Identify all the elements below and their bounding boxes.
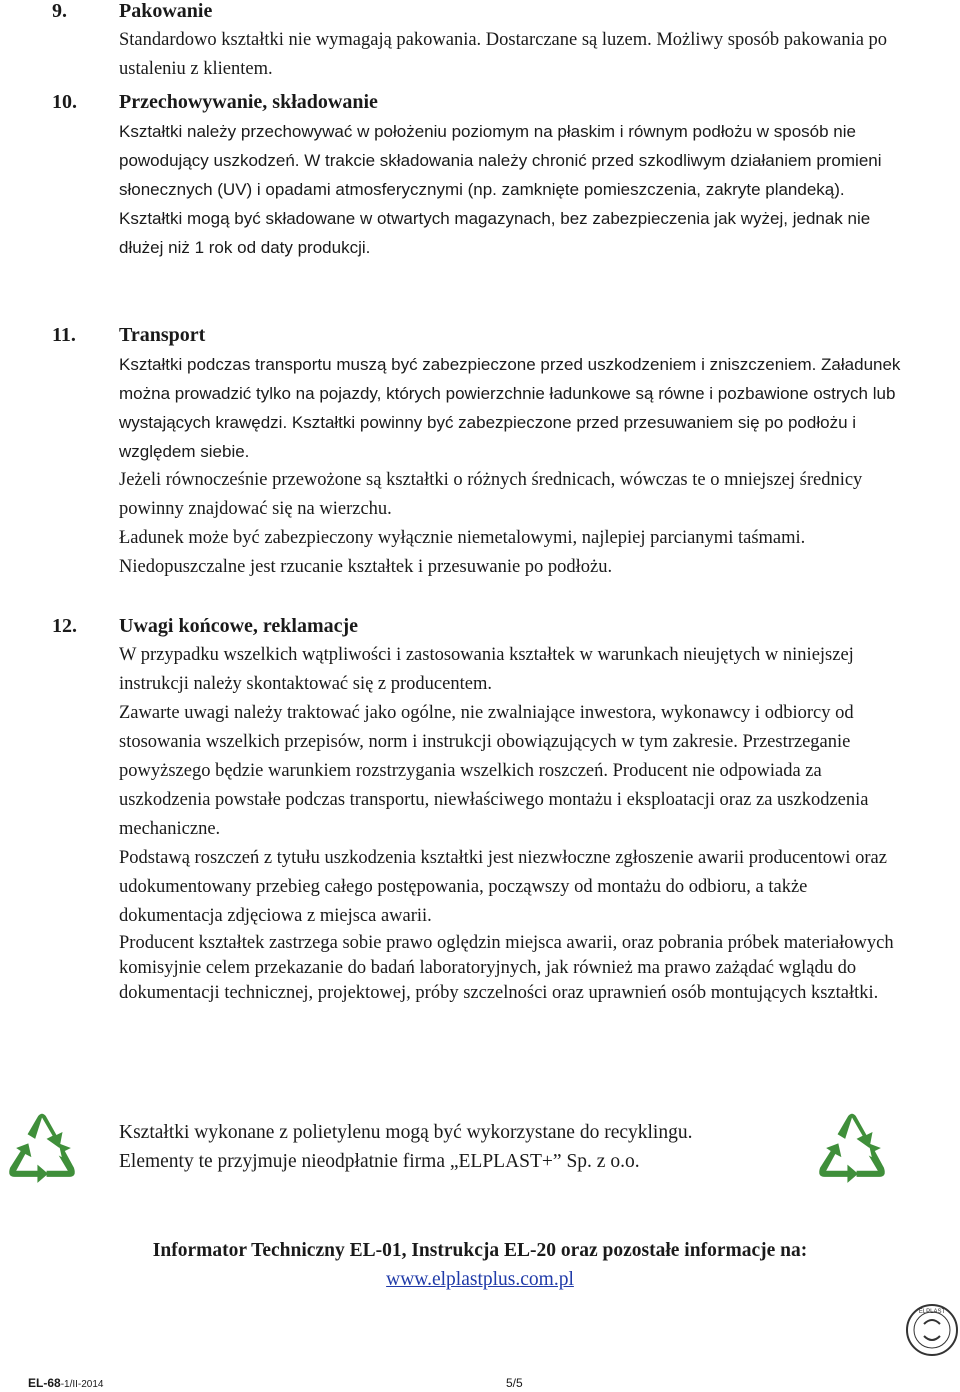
- recycling-line: Kształtki wykonane z polietylenu mogą być wykorzystane do recyklingu.: [119, 1122, 693, 1143]
- section-number: 10.: [52, 91, 77, 113]
- section-title: Przechowywanie, składowanie: [119, 91, 378, 113]
- section-paragraph: Standardowo kształtki nie wymagają pakowania. Dostarczane są luzem. Możliwy sposób pakowania po ustaleniu z klientem.: [119, 30, 888, 79]
- recycle-icon: [4, 1113, 80, 1189]
- page-footer: [0, 1376, 960, 1390]
- section-12: [52, 612, 952, 1006]
- section-number: 11.: [52, 324, 76, 346]
- section-paragraph: Jeżeli równocześnie przewożone są kształtki o różnych średnicach, wówczas te o mniejszej średnicy powinny znajdować się na wierzchu.: [119, 470, 863, 519]
- section-paragraph: W przypadku wszelkich wątpliwości i zastosowania kształtek w warunkach nieujętych w niniejszej instrukcji należy skontaktować się z producentem.: [119, 645, 854, 694]
- page-number: 5/5: [506, 1376, 523, 1390]
- stamp-text: ELPLAST: [918, 1309, 946, 1315]
- document-code-main: EL-68: [28, 1376, 61, 1390]
- section-11: [52, 321, 952, 582]
- info-block: [0, 1236, 960, 1294]
- recycling-note: [119, 1118, 809, 1176]
- recycling-line: Elementy te przyjmuje nieodpłatnie firma „ELPLAST+” Sp. z o.o.: [119, 1151, 640, 1172]
- section-paragraph: Podstawą roszczeń z tytułu uszkodzenia kształtki jest niezwłoczne zgłoszenie awarii producentowi oraz udokumentowany przebieg całego postępowania, począwszy od montażu do odbioru, a także dokumentacja zdjęciowa z miejsca awarii.: [119, 848, 887, 926]
- section-title: Uwagi końcowe, reklamacje: [119, 615, 359, 637]
- section-number: 12.: [52, 615, 77, 637]
- section-paragraph: Producent kształtek zastrzega sobie prawo oględzin miejsca awarii, oraz pobrania próbek materiałowych komisyjnie celem przekazanie do badań laboratoryjnych, jak również ma prawo zażądać wglądu do dokumentacji technicznej, projektowej, próby szczelności oraz uprawnień osób montujących kształtki.: [119, 933, 894, 1003]
- stamp-logo: [904, 1302, 960, 1358]
- section-number: 9.: [52, 0, 67, 22]
- section-paragraph: Kształtki należy przechowywać w położeniu poziomym na płaskim i równym podłożu w sposób nie powodujący uszkodzeń. W trakcie składowania należy chronić przed szkodliwym działaniem promieni słonecznych (UV) i opadami atmosferycznymi (np. zamknięte pomieszczenia, zakryte plandeką). Kształtki mogą być składowane w otwartych magazynach, bez zabezpieczenia jak wyżej, jednak nie dłużej niż 1 rok od daty produkcji.: [119, 122, 882, 257]
- section-paragraph: Ładunek może być zabezpieczony wyłącznie niemetalowymi, najlepiej parcianymi taśmami. Niedopuszczalne jest rzucanie kształtek i przesuwanie po podłożu.: [119, 528, 806, 577]
- website-link[interactable]: www.elplastplus.com.pl: [386, 1269, 574, 1290]
- document-revision: -1/II-2014: [60, 1379, 104, 1390]
- section-title: Transport: [119, 324, 206, 346]
- section-paragraph: Kształtki podczas transportu muszą być zabezpieczone przed uszkodzeniem i zniszczeniem. Załadunek można prowadzić tylko na pojazdy, których powierzchnie ładunkowe są równe i pozbawione ostrych lub wystających krawędzi. Kształtki powinny być zabezpieczone przed przesuwaniem się po podłożu i względem siebie.: [119, 355, 901, 461]
- section-10: [52, 88, 952, 262]
- section-paragraph: Zawarte uwagi należy traktować jako ogólne, nie zwalniające inwestora, wykonawcy i odbiorcy od stosowania wszelkich przepisów, norm i instrukcji obowiązujących w tym zakresie. Przestrzeganie powyższego będzie warunkiem rozstrzygania wszelkich roszczeń. Producent nie odpowiada za uszkodzenia powstałe podczas transportu, niewłaściwego montażu i eksploatacji oraz za uszkodzenia mechaniczne.: [119, 703, 869, 839]
- section-9: [52, 0, 952, 84]
- section-title: Pakowanie: [119, 0, 213, 22]
- info-title: Informator Techniczny EL-01, Instrukcja EL-20 oraz pozostałe informacje na:: [152, 1240, 808, 1261]
- recycle-icon: [814, 1113, 890, 1189]
